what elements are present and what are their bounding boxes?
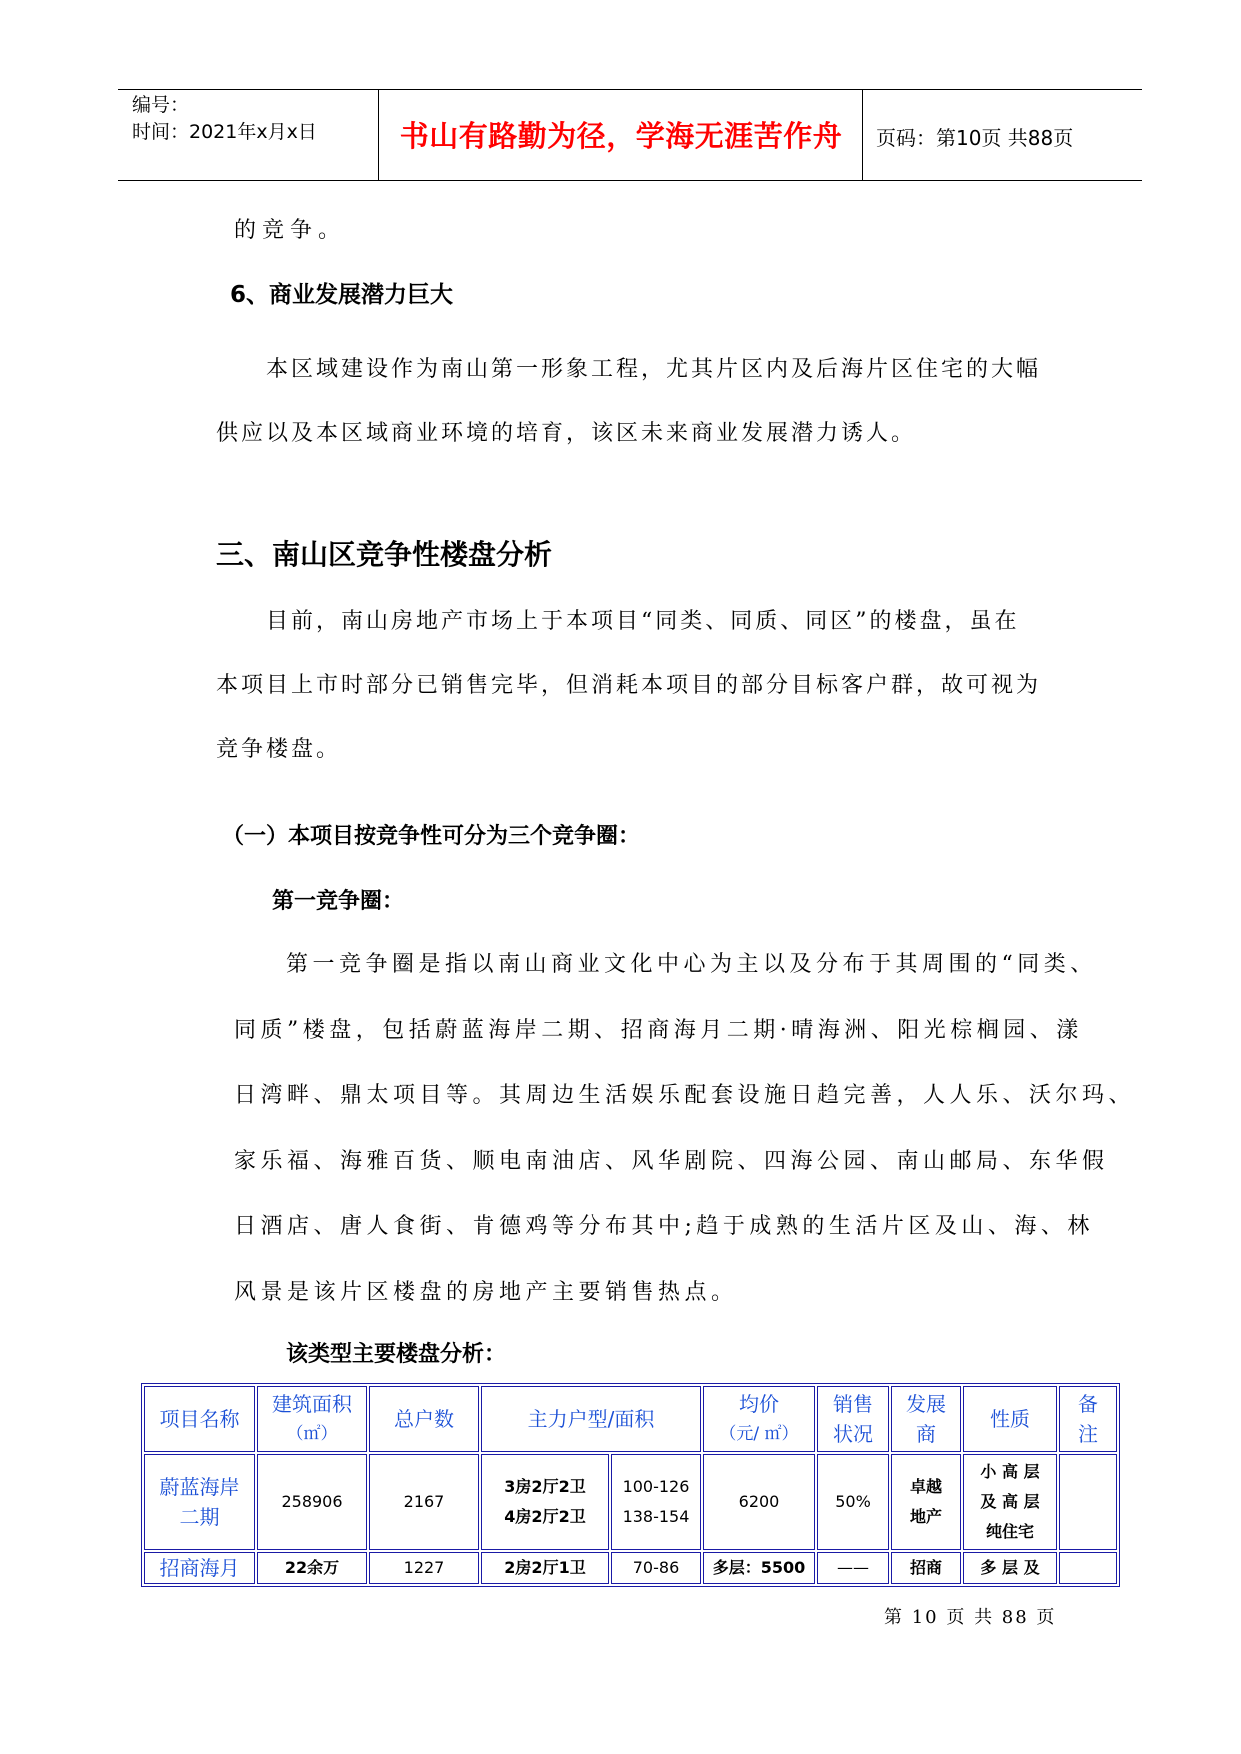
header-nature: 性质 bbox=[963, 1386, 1057, 1452]
cell-line: 及 高 层 bbox=[980, 1492, 1040, 1511]
header-bottom-rule bbox=[118, 180, 1142, 181]
header-line: 商 bbox=[916, 1422, 936, 1446]
cell-project-name: 招商海月 bbox=[144, 1552, 255, 1584]
cell-unit-areas: 70-86 bbox=[611, 1552, 701, 1584]
cell-project-name bbox=[144, 1454, 255, 1550]
header-building-area bbox=[257, 1386, 367, 1452]
cell-building-area: 22余万 bbox=[257, 1552, 367, 1584]
cell-line: 4房2厅2卫 bbox=[504, 1507, 586, 1526]
header-top-rule bbox=[118, 89, 1142, 90]
header-line: （元/ ㎡） bbox=[719, 1424, 799, 1444]
header-unit-type: 主力户型/面积 bbox=[481, 1386, 701, 1452]
cell-line: 100-126 bbox=[622, 1477, 690, 1496]
header-motto: 书山有路勤为径，学海无涯苦作舟 bbox=[399, 119, 843, 153]
paragraph-line: 风景是该片区楼盘的房地产主要销售热点。 bbox=[234, 1279, 738, 1305]
header-line: 发展 bbox=[906, 1392, 946, 1416]
cell-avg-price: 多层：5500 bbox=[703, 1552, 815, 1584]
chapter-3-title: 三、南山区竞争性楼盘分析 bbox=[216, 538, 553, 571]
cell-line: 蔚蓝海岸 bbox=[159, 1475, 240, 1499]
cell-line: 卓越 bbox=[909, 1477, 942, 1496]
header-developer bbox=[891, 1386, 961, 1452]
header-line: 注 bbox=[1078, 1422, 1098, 1446]
cell-line: 138-154 bbox=[622, 1507, 690, 1526]
cell-developer: 招商 bbox=[891, 1552, 961, 1584]
cell-unit-types: 2房2厅1卫 bbox=[481, 1552, 609, 1584]
cell-unit-areas bbox=[611, 1454, 701, 1550]
header-page-number: 页码：第10页 共88页 bbox=[876, 126, 1074, 150]
cell-developer bbox=[891, 1454, 961, 1550]
header-households: 总户数 bbox=[369, 1386, 479, 1452]
header-line: 建筑面积 bbox=[272, 1392, 352, 1416]
cell-building-area: 258906 bbox=[257, 1454, 367, 1550]
header-line: 备 bbox=[1078, 1392, 1098, 1416]
circle-1-title: 第一竞争圈： bbox=[272, 889, 405, 914]
chapter-3-paragraph bbox=[216, 590, 1046, 782]
header-divider-right bbox=[862, 89, 863, 181]
cell-line: 小 高 层 bbox=[980, 1462, 1040, 1481]
paragraph-line: 日湾畔、鼎太项目等。其周边生活娱乐配套设施日趋完善，人人乐、沃尔玛、 bbox=[234, 1083, 1136, 1108]
paragraph-line: 竞争楼盘。 bbox=[216, 737, 342, 762]
table-row bbox=[144, 1552, 1117, 1584]
cell-remark bbox=[1059, 1552, 1117, 1584]
paragraph-line: 日酒店、唐人食街、肯德鸡等分布其中;趋于成熟的生活片区及山、海、林 bbox=[234, 1214, 1094, 1239]
header-avg-price bbox=[703, 1386, 815, 1452]
cell-unit-types bbox=[481, 1454, 609, 1550]
cell-nature bbox=[963, 1454, 1057, 1550]
header-line: （㎡） bbox=[286, 1424, 338, 1444]
competition-line: 的竞争。 bbox=[234, 218, 347, 243]
table-row bbox=[144, 1454, 1117, 1550]
document-time-label: 时间：2021年x月x日 bbox=[132, 121, 317, 143]
document-number-label: 编号： bbox=[132, 94, 190, 116]
paragraph-line: 同质”楼盘，包括蔚蓝海岸二期、招商海月二期·晴海洲、阳光棕榈园、漾 bbox=[234, 1017, 1083, 1043]
cell-nature: 多 层 及 bbox=[963, 1552, 1057, 1584]
subsection-1-title: （一）本项目按竞争性可分为三个竞争圈： bbox=[222, 824, 641, 849]
table-caption: 该类型主要楼盘分析： bbox=[286, 1342, 507, 1367]
header-remark bbox=[1059, 1386, 1117, 1452]
header-line: 状况 bbox=[833, 1422, 873, 1446]
paragraph-line: 第一竞争圈是指以南山商业文化中心为主以及分布于其周围的“同类、 bbox=[286, 952, 1097, 977]
header-sales-status bbox=[817, 1386, 889, 1452]
paragraph-line: 本区域建设作为南山第一形象工程，尤其片区内及后海片区住宅的大幅 bbox=[266, 357, 1042, 382]
page-footer: 第 10 页 共 88 页 bbox=[884, 1607, 1057, 1628]
section-6-title: 6、商业发展潜力巨大 bbox=[230, 282, 454, 308]
header-divider-left bbox=[378, 89, 379, 181]
cell-line: 地产 bbox=[909, 1507, 942, 1526]
header-line: 均价 bbox=[739, 1392, 779, 1416]
circle-1-paragraph bbox=[234, 932, 1136, 1325]
paragraph-line: 目前，南山房地产市场上于本项目“同类、同质、同区”的楼盘，虽在 bbox=[266, 609, 1020, 634]
cell-households: 2167 bbox=[369, 1454, 479, 1550]
property-analysis-table bbox=[141, 1383, 1120, 1587]
cell-remark bbox=[1059, 1454, 1117, 1550]
cell-sales-status: —— bbox=[817, 1552, 889, 1584]
cell-line: 纯住宅 bbox=[985, 1522, 1034, 1541]
cell-households: 1227 bbox=[369, 1552, 479, 1584]
header-project-name: 项目名称 bbox=[144, 1386, 255, 1452]
header-line: 销售 bbox=[833, 1392, 873, 1416]
cell-avg-price: 6200 bbox=[703, 1454, 815, 1550]
cell-sales-status: 50% bbox=[817, 1454, 889, 1550]
cell-line: 3房2厅2卫 bbox=[504, 1477, 586, 1496]
cell-line: 二期 bbox=[179, 1505, 220, 1529]
table-header-row bbox=[144, 1386, 1117, 1452]
paragraph-line: 本项目上市时部分已销售完毕，但消耗本项目的部分目标客户群，故可视为 bbox=[216, 673, 1042, 698]
section-6-paragraph bbox=[216, 338, 1046, 466]
paragraph-line: 家乐福、海雅百货、顺电南油店、风华剧院、四海公园、南山邮局、东华假 bbox=[234, 1148, 1109, 1174]
paragraph-line: 供应以及本区域商业环境的培育，该区未来商业发展潜力诱人。 bbox=[216, 421, 917, 446]
